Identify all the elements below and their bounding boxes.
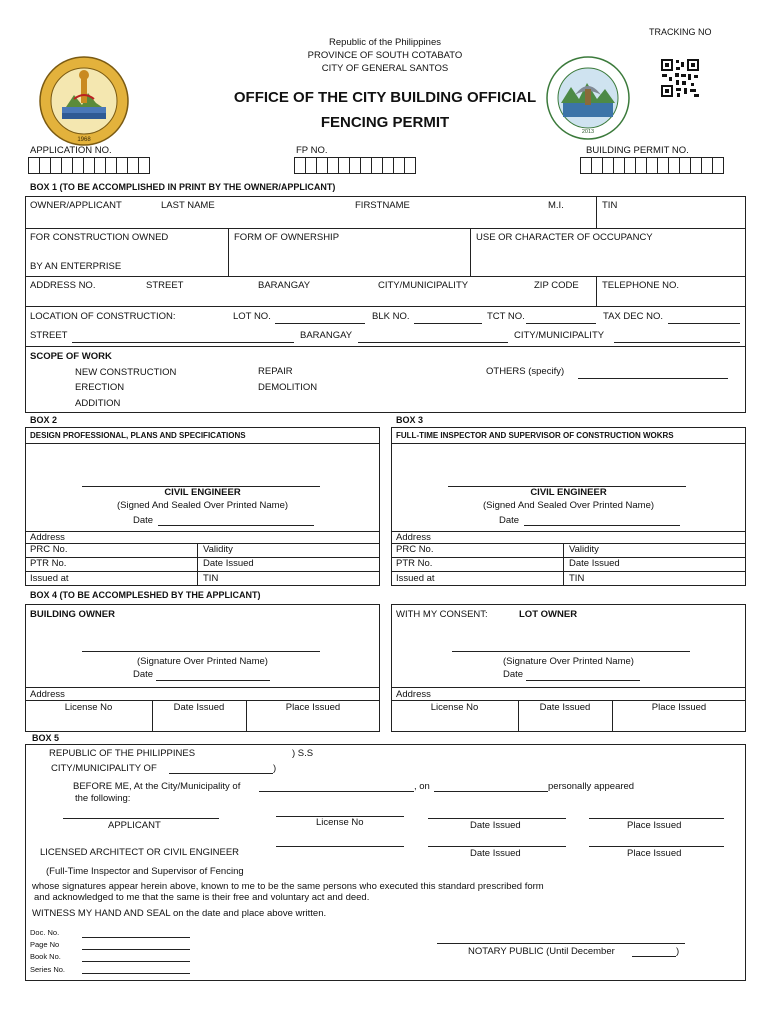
zip-code-label: ZIP CODE [534,280,579,291]
applicant-date-label: Date Issued [470,820,521,831]
before-me-date-field[interactable] [434,791,548,792]
building-owner-date-issued: Date Issued [173,702,225,713]
tax-dec-no-field[interactable] [668,323,740,324]
lot-owner-signature-label: (Signature Over Printed Name) [503,656,634,667]
witness-line: WITNESS MY HAND AND SEAL on the date and place above written. [32,908,327,919]
building-permit-no-field[interactable] [580,157,723,174]
form-of-ownership-label: FORM OF OWNERSHIP [234,232,340,243]
box1-title: BOX 1 (TO BE ACCOMPLISHED IN PRINT BY THE OWNER/APPLICANT) [30,182,336,192]
building-owner-place-issued: Place Issued [285,702,341,713]
engineer-place-label: Place Issued [627,848,682,859]
tracking-no-label: TRACKING NO [649,27,712,37]
whose-line-1: whose signatures appear herein above, known to me to be the same persons who executed this standard prescribed form [32,881,544,892]
ss-label: ) S.S [292,748,314,759]
applicant-date-line[interactable] [428,818,566,819]
box2-prc-label: PRC No. [30,544,68,555]
lot-no-field[interactable] [275,323,365,324]
owner-applicant-label: OWNER/APPLICANT [30,200,122,211]
box2-validity-label: Validity [203,544,233,555]
erection-option[interactable]: ERECTION [75,382,125,393]
lot-owner-address-label: Address [396,689,431,700]
whose-line-2: and acknowledged to me that the same is their free and voluntary act and deed. [34,892,370,903]
office-title: OFFICE OF THE CITY BUILDING OFFICIAL [233,89,537,106]
page-no-label: Page No [30,940,60,949]
city-municipality2-label: CITY/MUNICIPALITY [514,330,605,341]
lot-owner-label: LOT OWNER [519,609,578,620]
series-no-field[interactable] [82,973,190,974]
box2-signed-label: (Signed And Sealed Over Printed Name) [116,500,289,511]
tct-no-field[interactable] [526,323,596,324]
series-no-label: Series No. [30,965,66,974]
book-no-field[interactable] [82,961,190,962]
box2-ptr-label: PTR No. [30,558,67,569]
book-no-label: Book No. [30,952,61,961]
box2-title: DESIGN PROFESSIONAL, PLANS AND SPECIFICATIONS [30,431,246,440]
engineer-place-line[interactable] [589,846,724,847]
building-owner-address-label: Address [30,689,65,700]
city-line: CITY OF GENERAL SANTOS [321,63,449,74]
use-character-label: USE OR CHARACTER OF OCCUPANCY [476,232,653,243]
mi-label: M.I. [548,200,564,211]
box3-date-field[interactable] [524,525,680,526]
box3-label: BOX 3 [396,415,424,425]
box2-date-label: Date [133,515,154,526]
building-owner-label: BUILDING OWNER [30,609,115,620]
box3-tin-label: TIN [569,573,585,584]
republic-line: Republic of the Philippines [329,37,441,48]
by-enterprise-label: BY AN ENTERPRISE [30,261,122,272]
tin-label: TIN [602,200,618,211]
notary-public-label: NOTARY PUBLIC (Until December [468,946,615,957]
application-no-label: APPLICATION NO. [30,145,112,156]
fp-no-field[interactable] [294,157,415,174]
notary-until-field[interactable] [632,956,676,957]
box2-date-issued-label: Date Issued [203,558,254,569]
full-time-label: (Full-Time Inspector and Supervisor of Fencing [46,866,244,877]
others-specify-field[interactable] [578,378,728,379]
doc-no-label: Doc. No. [30,928,60,937]
box3-issued-at-label: Issued at [396,573,435,584]
firstname-label: FIRSTNAME [355,200,410,211]
engineer-date-label: Date Issued [470,848,521,859]
street2-field[interactable] [72,342,294,343]
before-me-city-field[interactable] [259,791,414,792]
barangay-label: BARANGAY [258,280,311,291]
city-of-label: CITY/MUNICIPALITY OF [51,763,157,774]
city-of-close: ) [273,763,277,774]
box3-date-issued-label: Date Issued [569,558,620,569]
engineer-license-line[interactable] [276,846,404,847]
box3-validity-label: Validity [569,544,599,555]
notary-close: ) [676,946,680,957]
doc-no-field[interactable] [82,937,190,938]
last-name-label: LAST NAME [161,200,215,211]
application-no-field[interactable] [28,157,149,174]
on-label: , on [414,781,430,792]
city-of-field[interactable] [169,773,273,774]
box2-date-field[interactable] [158,525,314,526]
blk-no-label: BLK NO. [372,311,410,322]
city-seal-year: 1968 [77,137,91,143]
with-my-consent-label: WITH MY CONSENT: [396,609,488,620]
lot-owner-date-label: Date [503,669,524,680]
addition-option[interactable]: ADDITION [75,398,121,409]
licensed-architect-label: LICENSED ARCHITECT OR CIVIL ENGINEER [40,847,240,858]
box2-civil-engineer: CIVIL ENGINEER [164,487,241,498]
building-owner-date-field[interactable] [156,680,270,681]
applicant-label: APPLICANT [108,820,161,831]
box3-ptr-label: PTR No. [396,558,433,569]
box5 [25,744,746,981]
box3-civil-engineer: CIVIL ENGINEER [530,487,607,498]
building-owner-date-label: Date [133,669,154,680]
lot-owner-signature-line[interactable] [452,651,690,652]
lot-no-label: LOT NO. [233,311,271,322]
province-line: PROVINCE OF SOUTH COTABATO [307,50,463,61]
lot-owner-date-field[interactable] [526,680,640,681]
address-no-label: ADDRESS NO. [30,280,96,291]
barangay2-field[interactable] [358,342,508,343]
engineer-date-line[interactable] [428,846,566,847]
city-municipality-label: CITY/MUNICIPALITY [378,280,469,291]
lot-owner-date-issued: Date Issued [539,702,591,713]
box3-signed-label: (Signed And Sealed Over Printed Name) [482,500,655,511]
construction-owned-label: FOR CONSTRUCTION OWNED [30,232,169,243]
applicant-license-label: License No [316,817,364,828]
barangay2-label: BARANGAY [300,330,353,341]
office-seal-year: 2013 [581,129,595,135]
box2-label: BOX 2 [30,415,58,425]
applicant-line[interactable] [63,818,219,819]
city-municipality2-field[interactable] [614,342,740,343]
republic-ph-label: REPUBLIC OF THE PHILIPPINES [49,748,196,759]
demolition-option[interactable]: DEMOLITION [258,382,318,393]
lot-owner-place-issued: Place Issued [651,702,707,713]
before-me-label: BEFORE ME, At the City/Municipality of [73,781,241,792]
box2-address-label: Address [30,532,65,543]
box2-issued-at-label: Issued at [30,573,69,584]
location-label: LOCATION OF CONSTRUCTION: [30,311,176,322]
box5-label: BOX 5 [32,733,60,743]
building-owner-signature-label: (Signature Over Printed Name) [137,656,268,667]
box3-title: FULL-TIME INSPECTOR AND SUPERVISOR OF CONSTRUCTION WOKRS [396,431,674,440]
applicant-place-label: Place Issued [627,820,682,831]
building-owner-license-no: License No [64,702,113,713]
qr-code-icon [660,58,700,98]
lot-owner-license-no: License No [430,702,479,713]
new-construction-option[interactable]: NEW CONSTRUCTION [75,367,177,378]
box3-date-label: Date [499,515,520,526]
others-option[interactable]: OTHERS (specify) [486,366,565,377]
tax-dec-no-label: TAX DEC NO. [603,311,663,322]
street-label: STREET [146,280,184,291]
building-owner-signature-line[interactable] [82,651,320,652]
the-following-label: the following: [75,793,131,804]
fp-no-label: FP NO. [296,145,328,156]
building-permit-no-label: BUILDING PERMIT NO. [586,145,689,156]
personally-appeared-label: personally appeared [548,781,635,792]
box4-title: BOX 4 (TO BE ACCOMPLESHED BY THE APPLICANT) [30,590,261,600]
scope-of-work-label: SCOPE OF WORK [30,351,112,362]
blk-no-field[interactable] [414,323,482,324]
box2-tin-label: TIN [203,573,219,584]
applicant-place-line[interactable] [589,818,724,819]
notary-signature-line[interactable] [437,943,685,944]
tct-no-label: TCT NO. [487,311,525,322]
box3-address-label: Address [396,532,431,543]
box3-prc-label: PRC No. [396,544,434,555]
page-title: FENCING PERMIT [320,114,450,131]
telephone-no-label: TELEPHONE NO. [602,280,680,291]
city-seal-icon [38,55,130,147]
street2-label: STREET [30,330,68,341]
repair-option[interactable]: REPAIR [258,366,293,377]
page-no-field[interactable] [82,949,190,950]
